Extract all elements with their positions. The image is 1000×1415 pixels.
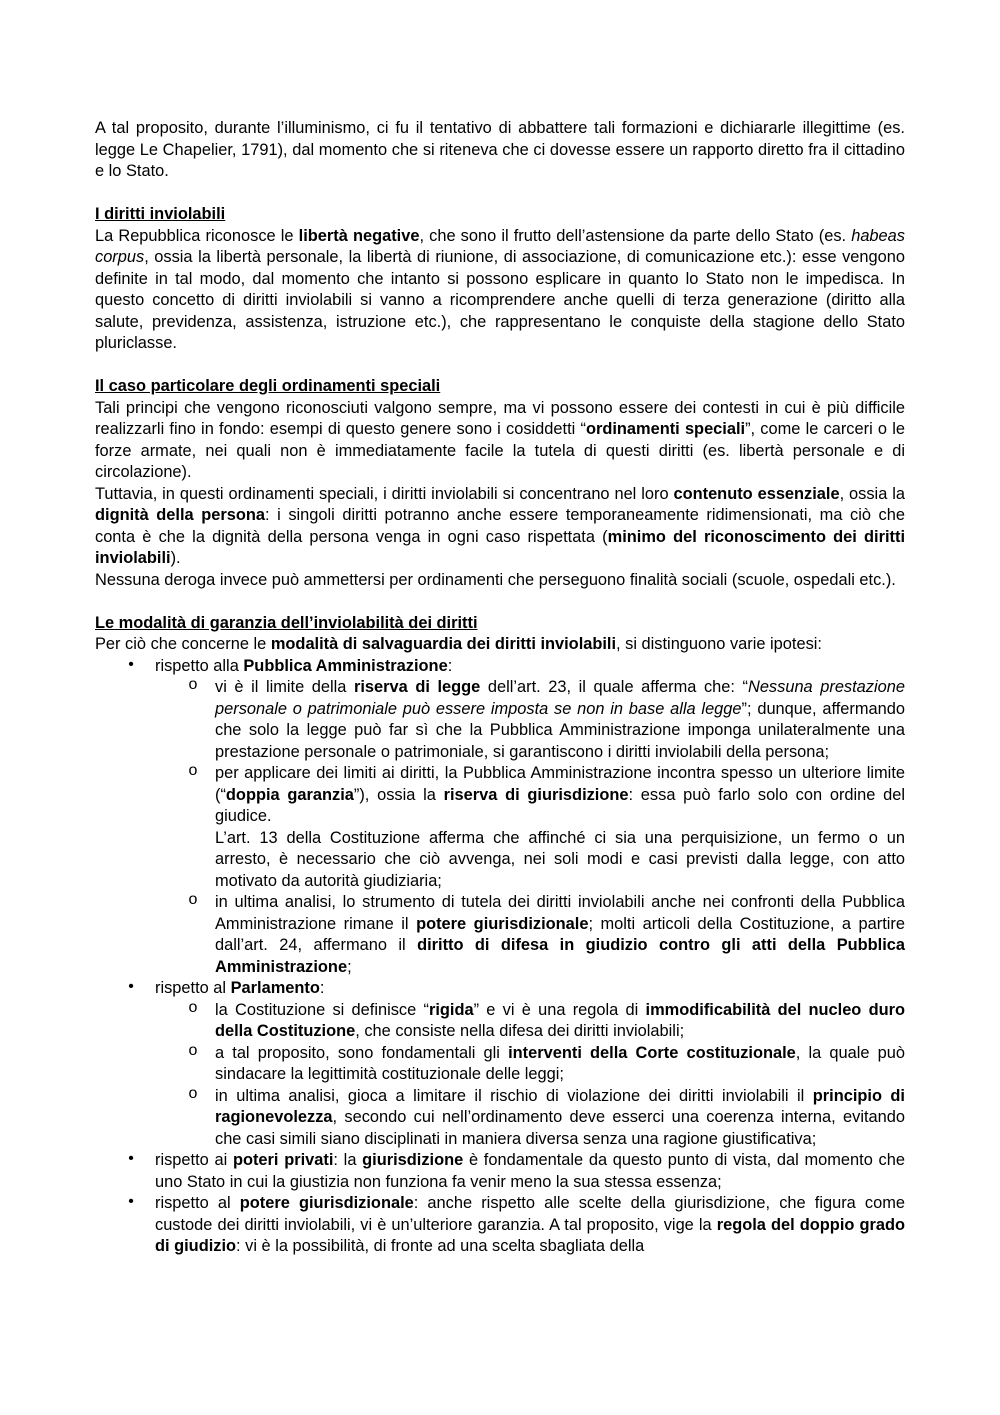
sublist-parlamento bbox=[155, 1000, 905, 1151]
sublist-item: o a tal proposito, sono fondamentali gli interventi della Corte costituzionale, la quale può sindacare la legittimità costituzionale delle leggi; bbox=[188, 1041, 905, 1083]
sublist-item: o in ultima analisi, gioca a limitare il rischio di violazione dei diritti inviolabili il principio di ragionevolezza, secondo cui nell’ordinamento deve esserci una coerenza interna, evitando che casi simili siano disciplinati in maniera diversa senza una ragione giustificativa; bbox=[188, 1084, 905, 1148]
guarantee-list bbox=[95, 656, 905, 1258]
list-item-potere-giurisdizionale bbox=[95, 1193, 905, 1258]
list-item-text: rispetto alla Pubblica Amministrazione: bbox=[155, 656, 453, 675]
bullet-icon: • bbox=[128, 1150, 134, 1167]
heading-ordinamenti-speciali: Il caso particolare degli ordinamenti speciali bbox=[95, 377, 441, 395]
sublist-pubblica-amministrazione bbox=[155, 677, 905, 978]
spacer bbox=[95, 355, 905, 377]
list-item-poteri-privati bbox=[95, 1150, 905, 1193]
list-item-text: rispetto ai poteri privati: la giurisdizione è fondamentale da questo punto di vista, dal momento che uno Stato in cui la giustizia non funziona fa venir meno la sua stessa essenza; bbox=[155, 1151, 905, 1191]
spacer bbox=[95, 591, 905, 613]
list-item-pubblica-amministrazione bbox=[95, 656, 905, 979]
paragraph-ordinamenti-1: Tali principi che vengono riconosciuti valgono sempre, ma vi possono essere dei contesti in cui è più difficile realizzarli fino in fondo: esempi di questo genere sono i cosiddetti “ordinamenti speciali”, come le carceri o le forze armate, nei quali non è immediatamente facile la tutela di questi diritti (es. libertà personale e di circolazione). bbox=[95, 398, 905, 481]
paragraph-modalita-intro: Per ciò che concerne le modalità di salvaguardia dei diritti inviolabili, si distinguono varie ipotesi: bbox=[95, 635, 822, 653]
sub-bullet-icon: o bbox=[188, 891, 198, 908]
paragraph-diritti-inviolabili: La Repubblica riconosce le libertà negative, che sono il frutto dell’astensione da parte dello Stato (es. habeas corpus, ossia la libertà personale, la libertà di riunione, di associazione, di comunicazione etc.): esse vengono definite in tal modo, dal momento che intanto si possono esplicare in quanto lo Stato non le impedisca. In questo concetto di diritti inviolabili si vanno a ricomprendere anche quelli di terza generazione (diritto alla salute, previdenza, assistenza, istruzione etc.), che rappresentano le conquiste della stagione dello Stato pluriclasse. bbox=[95, 226, 905, 352]
sub-bullet-icon: o bbox=[188, 676, 198, 693]
intro-paragraph bbox=[95, 118, 905, 183]
list-item-text: rispetto al Parlamento: bbox=[155, 979, 325, 997]
heading-diritti-inviolabili: I diritti inviolabili bbox=[95, 205, 226, 223]
list-item-text: rispetto al potere giurisdizionale: anche rispetto alle scelte della giurisdizione, che figura come custode dei diritti inviolabili, vi è un’ulteriore garanzia. A tal proposito, vige la regola del doppio grado di giudizio: vi è la possibilità, di fronte ad una scelta sbagliata della bbox=[155, 1194, 905, 1255]
sub-bullet-icon: o bbox=[188, 1084, 198, 1102]
bullet-icon: • bbox=[128, 1193, 134, 1210]
spacer bbox=[95, 183, 905, 205]
heading-modalita-garanzia: Le modalità di garanzia dell’inviolabilità dei diritti bbox=[95, 613, 478, 632]
sublist-item: o in ultima analisi, lo strumento di tutela dei diritti inviolabili anche nei confronti della Pubblica Amministrazione rimane il potere giurisdizionale; molti articoli della Costituzione, a partire dall’art. 24, affermano il diritto di difesa in giudizio contro gli atti della Pubblica Amministrazione; bbox=[188, 891, 905, 976]
sub-bullet-icon: o bbox=[188, 762, 198, 779]
sub-bullet-icon: o bbox=[188, 998, 198, 1016]
sublist-item: o per applicare dei limiti ai diritti, la Pubblica Amministrazione incontra spesso un ulteriore limite (“doppia garanzia”), ossia la riserva di giurisdizione: essa può farlo solo con ordine del giudice. L’art. 13 della Costituzione afferma che affinché ci sia una perquisizione, un fermo o un arresto, è necessario che ciò avvenga, nei soli modi e casi previsti dalla legge, con atto motivato da autorità giudiziaria; bbox=[188, 762, 906, 890]
bullet-icon: • bbox=[128, 655, 134, 673]
bullet-icon: • bbox=[128, 978, 134, 995]
sub-bullet-icon: o bbox=[188, 1041, 198, 1059]
sublist-item: o la Costituzione si definisce “rigida” e vi è una regola di immodificabilità del nucleo duro della Costituzione, che consiste nella difesa dei diritti inviolabili; bbox=[188, 998, 905, 1040]
paragraph-ordinamenti-2: Tuttavia, in questi ordinamenti speciali, i diritti inviolabili si concentrano nel loro contenuto essenziale, ossia la dignità della persona: i singoli diritti potranno anche essere temporaneamente ridimensionati, ma ciò che conta è che la dignità della persona venga in ogni caso rispettata (minimo del riconoscimento dei diritti inviolabili). bbox=[95, 484, 905, 567]
sublist-item: o vi è il limite della riserva di legge dell’art. 23, il quale afferma che: “Nessuna prestazione personale o patrimoniale può essere imposta se non in base alla legge”; dunque, affermando che solo la legge può far sì che la Pubblica Amministrazione imponga unilateralmente una prestazione personale o patrimoniale, si garantiscono i diritti inviolabili della persona; bbox=[188, 676, 905, 761]
paragraph-ordinamenti-3: Nessuna deroga invece può ammettersi per ordinamenti che perseguono finalità sociali (scuole, ospedali etc.). bbox=[95, 570, 896, 589]
intro-text: A tal proposito, durante l’illuminismo, ci fu il tentativo di abbattere tali formazioni e dichiararle illegittime (es. legge Le Chapelier, 1791), dal momento che si riteneva che ci dovesse essere un rapporto diretto fra il cittadino e lo Stato. bbox=[95, 119, 905, 180]
list-item-parlamento bbox=[95, 978, 905, 1150]
